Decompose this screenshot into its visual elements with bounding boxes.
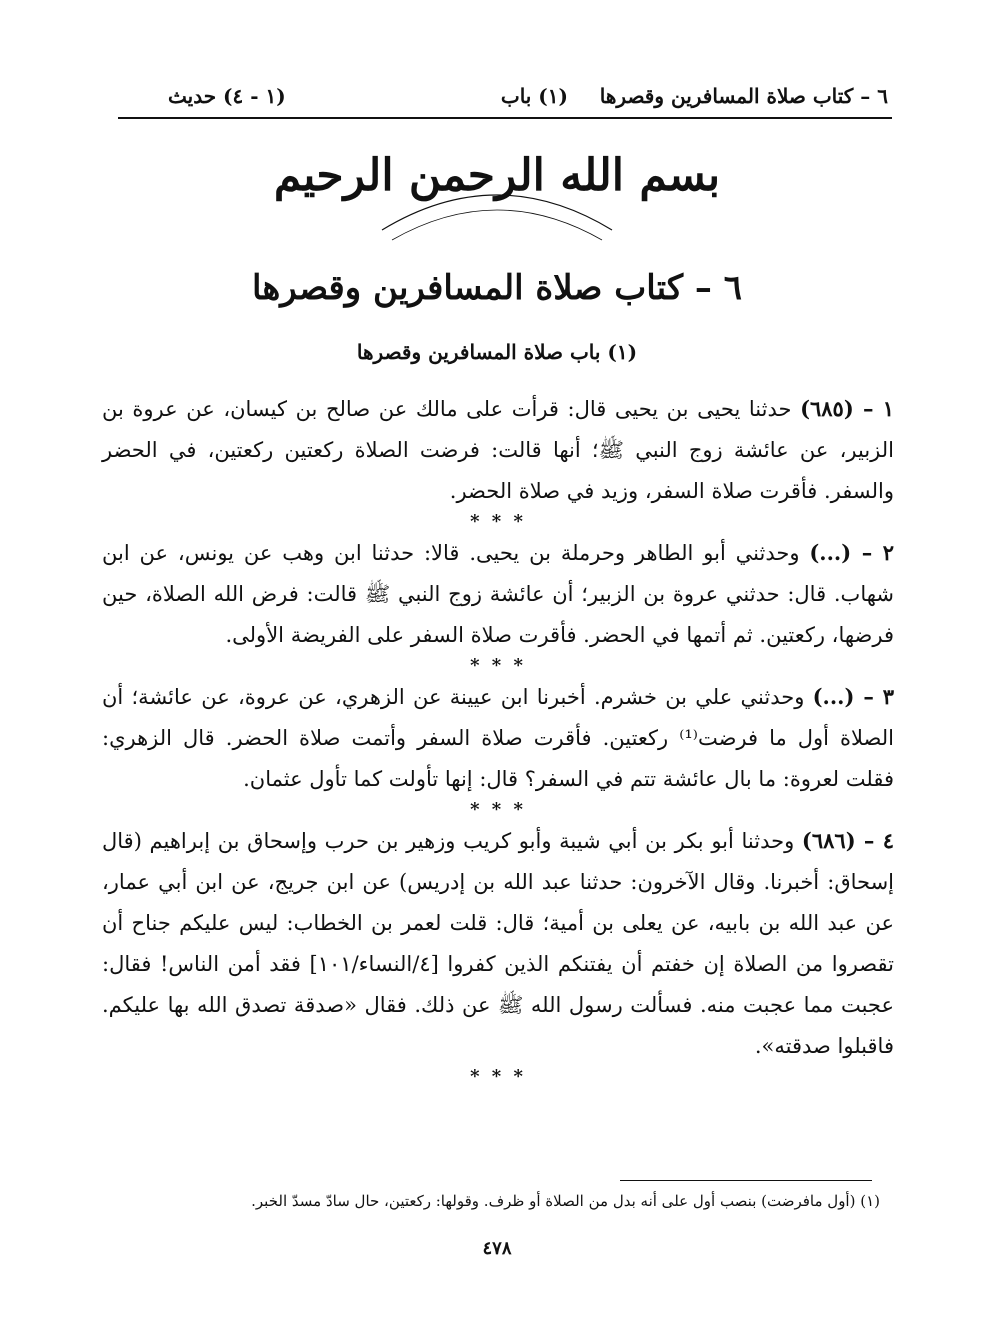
book-title: ٦ – كتاب صلاة المسافرين وقصرها: [252, 268, 742, 308]
header-rule: [118, 117, 892, 119]
hadith-number: ٢ – (...): [809, 540, 894, 565]
separator-stars: * * *: [470, 511, 526, 532]
hadith-text: وحدثني أبو الطاهر وحرملة بن يحيى. قالا: حدثنا ابن وهب عن يونس، عن ابن شهاب. قال: حدثني عروة بن الزبير؛ أن عائشة زوج النبي ﷺ قالت: فرض الله الصلاة، حين فرضها، ركعتين. ثم أتمها في الحضر. فأقرت صلاة السفر على الفريضة الأولى.: [102, 541, 894, 647]
hadith-1: [102, 388, 894, 512]
page-number: ٤٧٨: [482, 1238, 512, 1259]
separator-stars: * * *: [470, 1066, 526, 1087]
basmala: بسم الله الرحمن الرحيم: [273, 150, 721, 201]
hadith-2: [102, 532, 894, 656]
hadith-text: وحدثنا أبو بكر بن أبي شيبة وأبو كريب وزهير بن حرب وإسحاق بن إبراهيم (قال إسحاق: أخبرنا. وقال الآخرون: حدثنا عبد الله بن إدريس) عن ابن جريج، عن ابن أبي عمار، عن عبد الله بن بابيه، عن يعلى بن أمية؛ قال: قلت لعمر بن الخطاب: ليس عليكم جناح أن تقصروا من الصلاة إن خفتم أن يفتنكم الذين كفروا [٤/النساء/١٠١] فقد أمن الناس! فقال: عجبت مما عجبت منه. فسألت رسول الله ﷺ عن ذلك. فقال «صدقة تصدق الله بها عليكم. فاقبلوا صدقته».: [102, 829, 894, 1058]
hadith-body: [102, 388, 894, 1087]
footnote: (١) (أول مافرضت) بنصب أول على أنه بدل من الصلاة أو ظرف. وقولها: ركعتين، حال سادّ مسدّ الخبر.: [251, 1192, 880, 1210]
hadith-number: ١ – (٦٨٥): [800, 396, 894, 421]
hadith-text: وحدثني علي بن خشرم. أخبرنا ابن عيينة عن الزهري، عن عروة، عن عائشة؛ أن الصلاة أول ما فرضت⁽¹⁾ ركعتين. فأقرت صلاة السفر وأتمت صلاة الحضر. قال الزهري: فقلت لعروة: ما بال عائشة تتم في السفر؟ قال: إنها تأولت كما تأول عثمان.: [102, 685, 895, 791]
chapter-title: (١) باب صلاة المسافرين وقصرها: [356, 340, 638, 364]
hadith-number: ٤ – (٦٨٦): [801, 828, 894, 853]
hadith-3: [102, 676, 894, 800]
header-chapter: (١) باب: [500, 84, 568, 108]
separator-stars: * * *: [470, 655, 526, 676]
hadith-number: ٣ – (...): [812, 684, 894, 709]
hadith-4: [102, 820, 894, 1067]
header-book-title: ٦ – كتاب صلاة المسافرين وقصرها: [599, 84, 888, 108]
header-hadith-range: (١ - ٤) حديث: [168, 84, 286, 108]
footnote-rule: [620, 1180, 872, 1181]
separator-stars: * * *: [470, 799, 526, 820]
hadith-text: حدثنا يحيى بن يحيى قال: قرأت على مالك عن صالح بن كيسان، عن عروة بن الزبير، عن عائشة زوج النبي ﷺ؛ أنها قالت: فرضت الصلاة ركعتين ركعتين، في الحضر والسفر. فأقرت صلاة السفر، وزيد في صلاة الحضر.: [102, 397, 894, 503]
running-header: [118, 80, 888, 116]
